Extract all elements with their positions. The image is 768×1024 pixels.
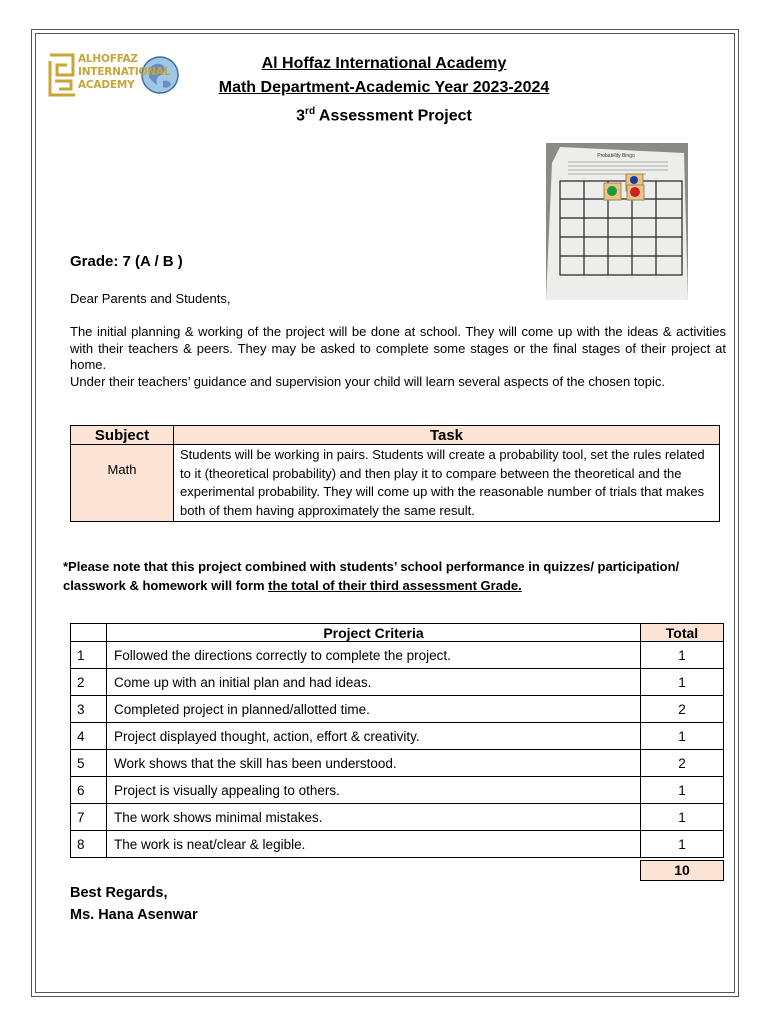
regards-text: Best Regards, [70,885,168,901]
row-total: 1 [641,777,724,804]
row-number: 7 [71,804,107,831]
row-total: 2 [641,750,724,777]
row-total: 1 [641,723,724,750]
row-criterion: Work shows that the skill has been understood. [107,750,641,777]
criteria-number-header [71,624,107,642]
row-total: 1 [641,642,724,669]
row-total: 2 [641,696,724,723]
teacher-name: Ms. Hana Asenwar [70,907,198,923]
department-title: Math Department-Academic Year 2023-2024 [218,79,550,96]
row-number: 2 [71,669,107,696]
task-table [70,425,720,522]
row-number: 6 [71,777,107,804]
table-row [71,669,724,696]
row-criterion: Completed project in planned/allotted time. [107,696,641,723]
task-cell: Students will be working in pairs. Students will create a probability tool, set the rules related to it (theoretical probability) and then play it to compare between the theoretical and the experimental probability. They will come up with the reasonable number of trials that makes both of them having approximately the same result. [174,445,720,522]
logo-text: ALHOFFAZ INTERNATIONAL ACADEMY [78,53,171,91]
task-table-row [71,445,720,522]
row-number: 1 [71,642,107,669]
grade-label: Grade: 7 (A / B ) [70,253,183,270]
table-row [71,831,724,858]
row-total: 1 [641,804,724,831]
project-photo [546,143,688,300]
subject-header: Subject [71,426,174,445]
photo-caption: Probability Bingo [597,153,635,159]
grade-note: *Please note that this project combined with students’ school performance in quizzes/ participation/ classwork & homework will form the total of their third assessment Grade. [63,559,680,593]
row-criterion: The work is neat/clear & legible. [107,831,641,858]
row-criterion: Project is visually appealing to others. [107,777,641,804]
criteria-header: Project Criteria [107,624,641,642]
task-table-header [71,426,720,445]
row-total: 1 [641,831,724,858]
row-criterion: The work shows minimal mistakes. [107,804,641,831]
row-number: 5 [71,750,107,777]
row-criterion: Followed the directions correctly to complete the project. [107,642,641,669]
table-row [71,777,724,804]
intro-paragraph: The initial planning & working of the project will be done at school. They will come up with the ideas & activities with their teachers & peers. They may be asked to complete some stages or the final stages of their project at home. [70,324,726,372]
row-number: 3 [71,696,107,723]
criteria-header-row [71,624,724,642]
total-header: Total [641,624,724,642]
criteria-table [70,623,724,858]
row-criterion: Come up with an initial plan and had ideas. [107,669,641,696]
row-number: 4 [71,723,107,750]
row-number: 8 [71,831,107,858]
school-name: Al Hoffaz International Academy [261,55,507,72]
table-row [71,723,724,750]
grand-total: 10 [640,860,724,881]
greeting: Dear Parents and Students, [70,291,231,306]
table-row [71,750,724,777]
signoff [70,882,198,926]
task-header: Task [174,426,720,445]
subject-cell: Math [71,445,174,522]
row-criterion: Project displayed thought, action, effort & creativity. [107,723,641,750]
table-row [71,696,724,723]
assessment-title: 3rd Assessment Project [296,106,472,125]
table-row [71,642,724,669]
table-row [71,804,724,831]
row-total: 1 [641,669,724,696]
guidance-paragraph: Under their teachers’ guidance and supervision your child will learn several aspects of the chosen topic. [70,374,665,389]
